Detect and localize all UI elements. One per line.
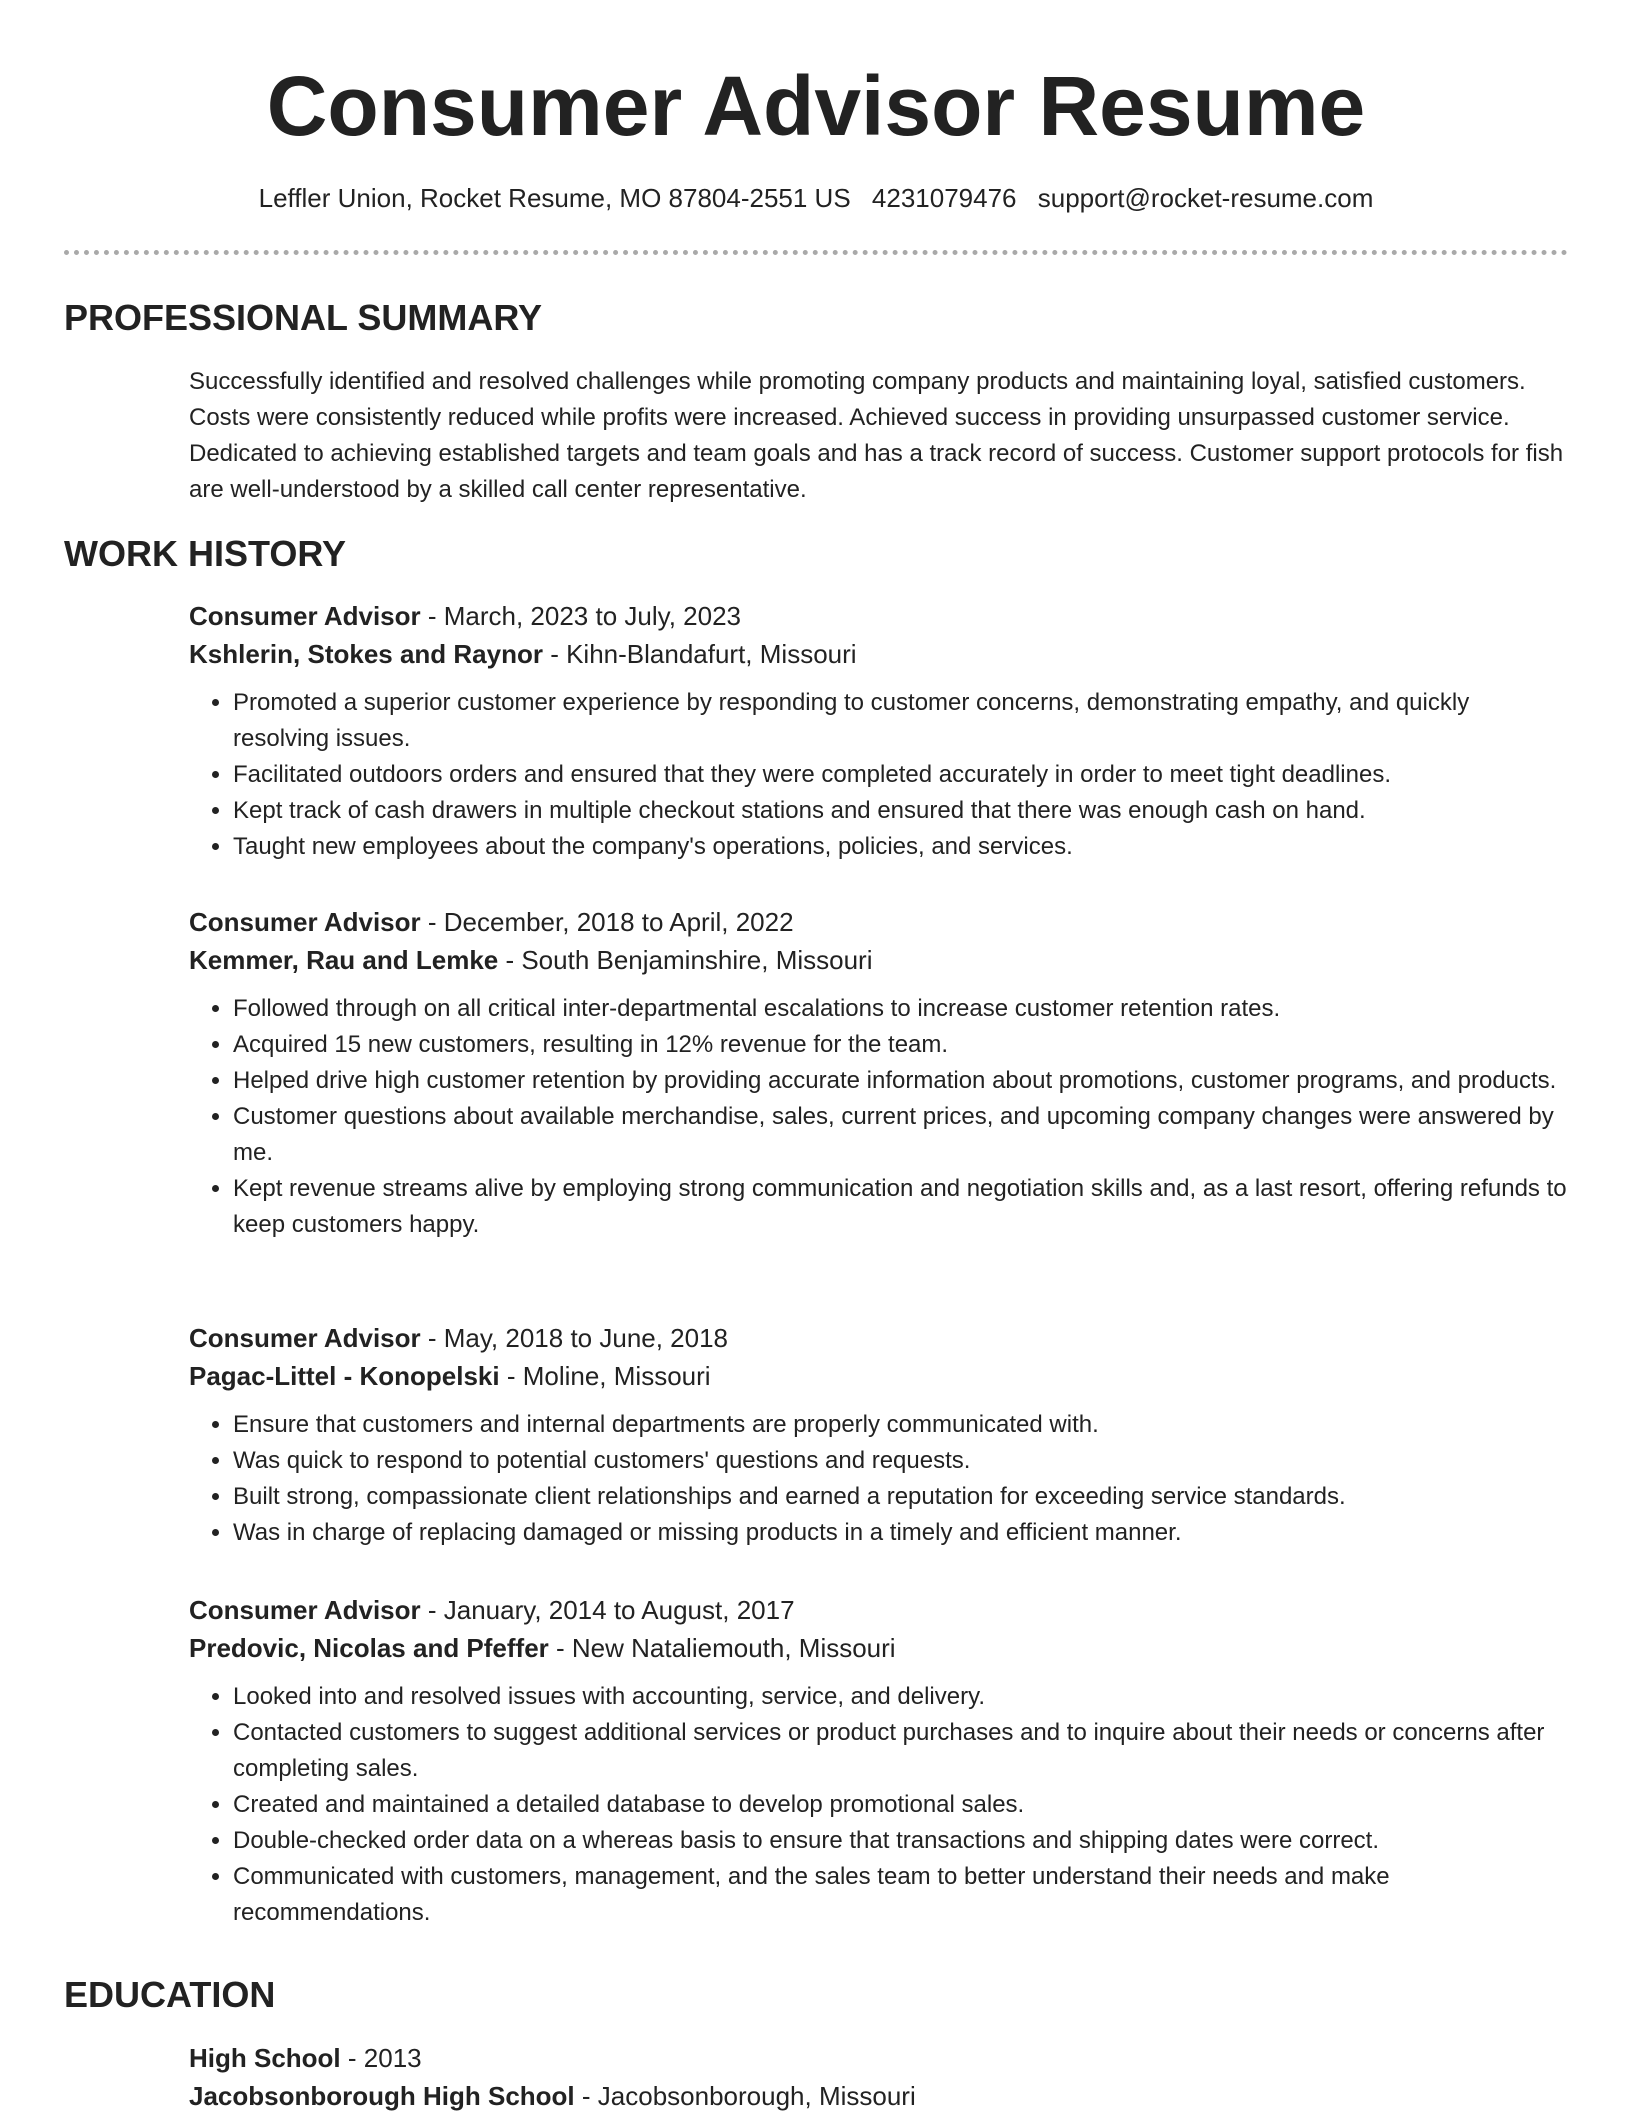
summary-text: Successfully identified and resolved challenges while promoting company products and maintaining loyal, satisfied customers. Costs were consistently reduced while profits were increased. Achieved success in providing unsurpassed customer service. Dedicated to achieving established targets and team goals and has a track record of success. Customer support protocols for fish are well-understood by a skilled call center representative. bbox=[189, 368, 1564, 503]
job-location: - Moline, Missouri bbox=[499, 1361, 711, 1391]
job-bullet: • Was quick to respond to potential customers' questions and requests. bbox=[233, 1443, 1569, 1479]
contact-address: Leffler Union, Rocket Resume, MO 87804-2551 US bbox=[258, 183, 851, 213]
contact-phone: 4231079476 bbox=[871, 183, 1017, 213]
job-bullet: • Created and maintained a detailed database to develop promotional sales. bbox=[233, 1787, 1569, 1823]
job-title: Consumer Advisor bbox=[189, 1323, 421, 1353]
job-company: Pagac-Littel - Konopelski bbox=[189, 1361, 500, 1391]
job-bullet: • Promoted a superior customer experience by responding to customer concerns, demonstrating empathy, and quickly resolving issues. bbox=[233, 685, 1569, 757]
job-location: - Kihn-Blandafurt, Missouri bbox=[542, 639, 857, 669]
job-bullet: • Facilitated outdoors orders and ensured that they were completed accurately in order to meet tight deadlines. bbox=[233, 757, 1569, 793]
job-company: Kemmer, Rau and Lemke bbox=[189, 945, 499, 975]
job-bullet: • Double-checked order data on a whereas basis to ensure that transactions and shipping dates were correct. bbox=[233, 1823, 1569, 1859]
job-title-line bbox=[189, 1319, 1569, 1357]
job-bullet: • Kept revenue streams alive by employing strong communication and negotiation skills and, as a last resort, offering refunds to keep customers happy. bbox=[233, 1171, 1569, 1243]
work-history-heading: WORK HISTORY bbox=[64, 533, 347, 574]
job-bullets bbox=[189, 1407, 1569, 1551]
job-company-line bbox=[189, 941, 1569, 979]
contact-line bbox=[0, 178, 1632, 218]
job-location: - New Nataliemouth, Missouri bbox=[548, 1633, 896, 1663]
job-bullet: • Communicated with customers, management, and the sales team to better understand their needs and make recommendations. bbox=[233, 1859, 1569, 1931]
job-bullet: • Was in charge of replacing damaged or missing products in a timely and efficient manner. bbox=[233, 1515, 1569, 1551]
job-bullet: • Contacted customers to suggest additional services or product purchases and to inquire about their needs or concerns after completing sales. bbox=[233, 1715, 1569, 1787]
job-entry bbox=[189, 1319, 1569, 1551]
job-entry bbox=[189, 1591, 1569, 1931]
job-bullet: • Acquired 15 new customers, resulting in 12% revenue for the team. bbox=[233, 1027, 1569, 1063]
education-degree: High School bbox=[189, 2043, 341, 2073]
job-dates: - December, 2018 to April, 2022 bbox=[420, 907, 794, 937]
job-entry bbox=[189, 903, 1569, 1243]
job-dates: - March, 2023 to July, 2023 bbox=[420, 601, 741, 631]
education-degree-line bbox=[189, 2039, 1569, 2077]
job-dates: - May, 2018 to June, 2018 bbox=[420, 1323, 729, 1353]
job-bullet: • Ensure that customers and internal departments are properly communicated with. bbox=[233, 1407, 1569, 1443]
job-location: - South Benjaminshire, Missouri bbox=[498, 945, 873, 975]
education-heading: EDUCATION bbox=[64, 1974, 276, 2015]
job-title: Consumer Advisor bbox=[189, 1595, 421, 1625]
job-bullet: • Kept track of cash drawers in multiple checkout stations and ensured that there was enough cash on hand. bbox=[233, 793, 1569, 829]
job-bullet: • Customer questions about available merchandise, sales, current prices, and upcoming company changes were answered by me. bbox=[233, 1099, 1569, 1171]
job-title: Consumer Advisor bbox=[189, 907, 421, 937]
job-bullet: • Looked into and resolved issues with accounting, service, and delivery. bbox=[233, 1679, 1569, 1715]
job-company-line bbox=[189, 1357, 1569, 1395]
job-bullets bbox=[189, 991, 1569, 1243]
job-bullet: • Helped drive high customer retention by providing accurate information about promotions, customer programs, and products. bbox=[233, 1063, 1569, 1099]
job-company-line bbox=[189, 1629, 1569, 1667]
job-bullets bbox=[189, 1679, 1569, 1931]
resume-title: Consumer Advisor Resume bbox=[266, 59, 1366, 153]
education-entry bbox=[189, 2039, 1569, 2115]
job-title-line bbox=[189, 597, 1569, 635]
education-school: Jacobsonborough High School bbox=[189, 2081, 575, 2111]
job-bullet: • Followed through on all critical inter-departmental escalations to increase customer retention rates. bbox=[233, 991, 1569, 1027]
job-title-line bbox=[189, 903, 1569, 941]
job-bullet: • Built strong, compassionate client relationships and earned a reputation for exceeding service standards. bbox=[233, 1479, 1569, 1515]
summary-heading: PROFESSIONAL SUMMARY bbox=[64, 297, 543, 338]
contact-email: support@rocket-resume.com bbox=[1037, 183, 1374, 213]
header-divider bbox=[64, 250, 1568, 255]
job-bullets bbox=[189, 685, 1569, 865]
job-bullet: • Taught new employees about the company's operations, policies, and services. bbox=[233, 829, 1569, 865]
education-location: - Jacobsonborough, Missouri bbox=[574, 2081, 916, 2111]
job-company-line bbox=[189, 635, 1569, 673]
education-school-line bbox=[189, 2077, 1569, 2115]
education-year: - 2013 bbox=[340, 2043, 422, 2073]
job-entry bbox=[189, 597, 1569, 865]
job-company: Kshlerin, Stokes and Raynor bbox=[189, 639, 543, 669]
job-dates: - January, 2014 to August, 2017 bbox=[420, 1595, 795, 1625]
job-company: Predovic, Nicolas and Pfeffer bbox=[189, 1633, 549, 1663]
job-title: Consumer Advisor bbox=[189, 601, 421, 631]
job-title-line bbox=[189, 1591, 1569, 1629]
